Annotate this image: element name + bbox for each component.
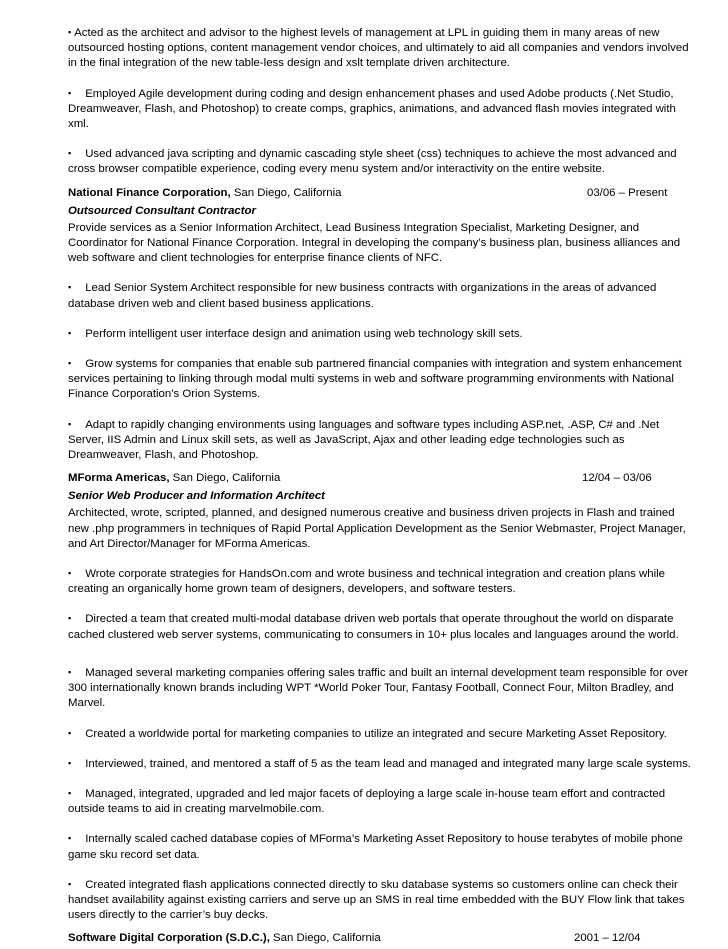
company-name: National Finance Corporation, <box>68 186 231 199</box>
job-header <box>68 931 696 947</box>
bullet-item: ▪ Grow systems for companies that enable sub partnered financial companies with integration and system enhancement services pertaining to linking through modal multi systems in web and software programming environments with National Finance Corporation’s Orion Systems. <box>68 357 696 403</box>
bullet-item: ▪ Perform intelligent user interface design and animation using web technology skill sets. <box>68 327 696 342</box>
company-name: MForma Americas, <box>68 472 170 485</box>
job-header <box>68 471 696 487</box>
company-location: San Diego, California <box>169 472 281 485</box>
job-title: Outsourced Consultant Contractor <box>68 204 256 217</box>
job-dates: 12/04 – 03/06 <box>582 472 652 485</box>
bullet-item: ▪ Internally scaled cached database copies of MForma’s Marketing Asset Repository to house terabytes of mobile phone game sku record set data. <box>68 832 696 862</box>
job-summary: Architected, wrote, scripted, planned, and designed numerous creative and business driven projects in Flash and trained new .php programmers in techniques of Rapid Portal Application Development as the Senior Webmaster, Project Manager, and Art Director/Manager for MForma Americas. <box>68 507 686 550</box>
bullet-item: ▪ Acted as the architect and advisor to the highest levels of management at LPL in guiding them in many areas of new outsourced hosting options, content management vendor choices, and ultimately to aid all companies and vendors involved in the final integration of the new table-less design and xslt template driven architecture. <box>68 26 696 72</box>
bullet-item: ▪ Managed several marketing companies offering sales traffic and built an internal development team responsible for over 300 internationally known brands including WPT *World Poker Tour, Fantasy Football, Connect Four, Milton Bradley, and Marvel. <box>68 666 696 712</box>
bullet-item: ▪ Wrote corporate strategies for HandsOn.com and wrote business and technical integration and creation plans while creating an organically home grown team of designers, developers, and software testers. <box>68 567 696 597</box>
bullet-item: ▪ Created integrated flash applications connected directly to sku database systems so customers online can check their handset availability against existing carriers and serve up an SMS in real time embedded with the BUY Flow link that takes users directly to the carrier’s buy decks. <box>68 878 696 924</box>
job-header <box>68 186 696 202</box>
bullet-item: ▪ Created a worldwide portal for marketing companies to utilize an integrated and secure Marketing Asset Repository. <box>68 727 696 742</box>
bullet-item: ▪ Interviewed, trained, and mentored a staff of 5 as the team lead and managed and integrated many large scale systems. <box>68 757 696 772</box>
company-name: Software Digital Corporation (S.D.C.), <box>68 932 270 945</box>
company-location: San Diego, California <box>230 186 342 199</box>
bullet-item: ▪ Managed, integrated, upgraded and led major facets of deploying a large scale in-house team effort and contracted outside teams to aid in creating marvelmobile.com. <box>68 787 696 817</box>
company-location: San Diego, California <box>269 932 381 945</box>
bullet-item: ▪ Lead Senior System Architect responsible for new business contracts with organizations in the areas of advanced database driven web and client based business applications. <box>68 281 696 311</box>
bullet-item: ▪ Adapt to rapidly changing environments using languages and software types including ASP.net, .ASP, C# and .Net Server, IIS Admin and Linux skill sets, as well as JavaScript, Ajax and other leading edge technologies such as Dreamweaver, Flash, and Photoshop. <box>68 418 696 464</box>
job-summary: Provide services as a Senior Information Architect, Lead Business Integration Specialist, Marketing Designer, and Coordinator for National Finance Corporation. Integral in developing the company’s business plan, business alliances and web software and client technologies for enterprise finance clients of NFC. <box>68 221 681 265</box>
job-dates: 2001 – 12/04 <box>574 932 641 945</box>
bullet-item: ▪ Employed Agile development during coding and design enhancement phases and used Adobe products (.Net Studio, Dreamweaver, Flash, and Photoshop) to create comps, graphics, animations, and advanced flash movies integrated with xml. <box>68 87 696 133</box>
bullet-item: ▪ Used advanced java scripting and dynamic cascading style sheet (css) techniques to achieve the most advanced and cross browser compatible experience, coding every menu system and/or interactivity on the entire website. <box>68 147 696 177</box>
resume-page <box>68 26 696 949</box>
job-dates: 03/06 – Present <box>587 186 668 199</box>
job-title: Senior Web Producer and Information Architect <box>68 490 325 503</box>
bullet-item: ▪ Directed a team that created multi-modal database driven web portals that operate throughout the world on disparate cached clustered web server systems, communicating to consumers in 10+ plus locales and languages around the world. <box>68 612 696 642</box>
